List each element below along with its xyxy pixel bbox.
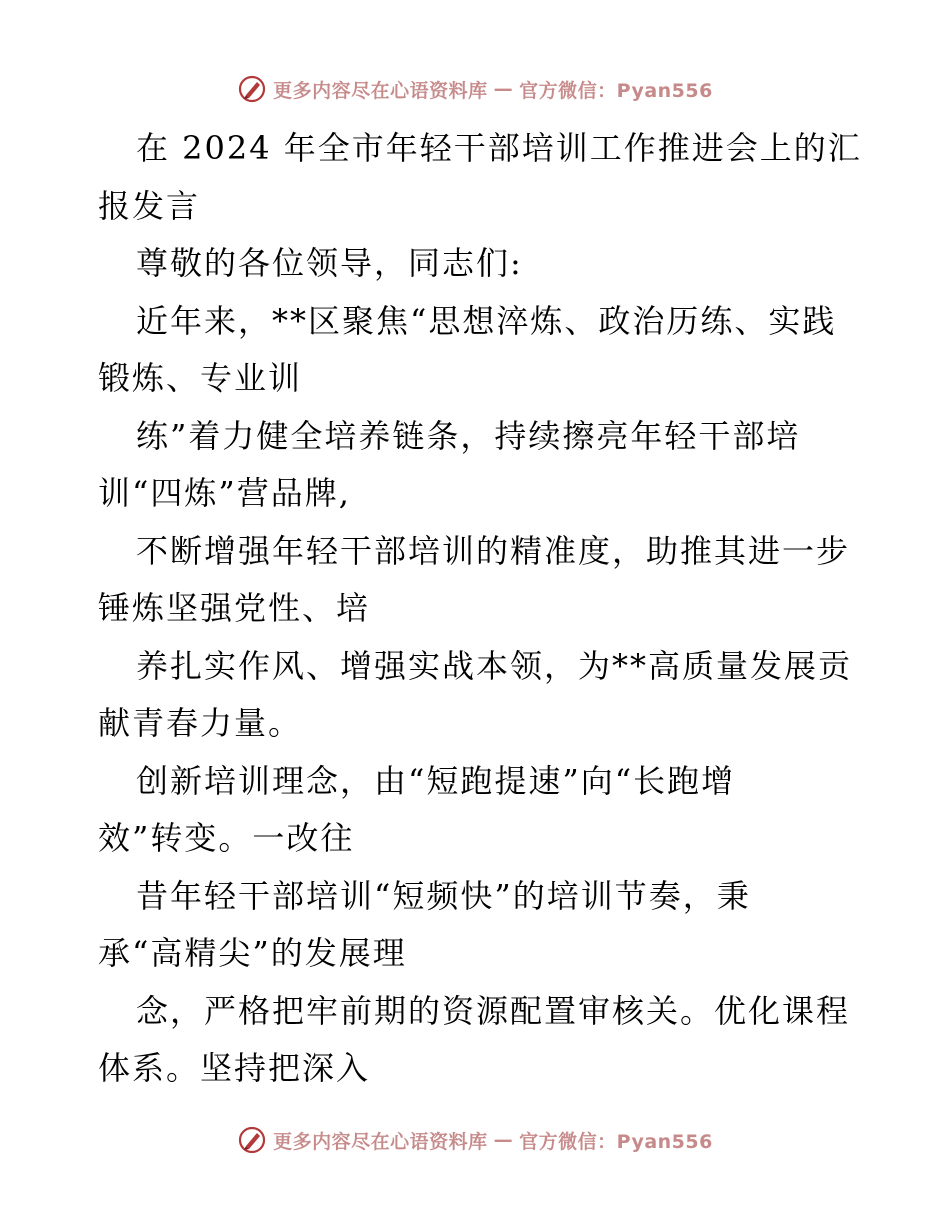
footer-watermark	[0, 1123, 950, 1157]
watermark-separator: —	[493, 1129, 514, 1151]
text-line: 创新培训理念，由“短跑提速”向“长跑增	[136, 761, 736, 800]
text-line: 效”转变。一改往	[98, 819, 355, 857]
text-line: 念，严格把牢前期的资源配置审核关。优化课程	[136, 991, 851, 1030]
text-line: 近年来，**区聚焦“思想淬炼、政治历练、实践	[136, 301, 837, 340]
text-line: 昔年轻干部培训“短频快”的培训节奏，秉	[136, 876, 751, 915]
text-line: 练”着力健全培养链条，持续擦亮年轻干部培	[136, 416, 801, 455]
text-line: 在 2024 年全市年轻干部培训工作推进会上的汇	[136, 129, 862, 167]
watermark-wechat: 官方微信：Pyan556	[519, 1130, 713, 1153]
text-line: 献青春力量。	[98, 704, 303, 742]
watermark-wechat: 官方微信：Pyan556	[519, 79, 713, 102]
watermark-separator: —	[493, 78, 514, 100]
text-line: 锤炼坚强党性、培	[98, 589, 371, 627]
header-watermark	[0, 72, 950, 106]
pen-logo-icon	[237, 74, 267, 104]
text-line: 锻炼、专业训	[98, 359, 303, 397]
text-line: 不断增强年轻干部培训的精准度，助推其进一步	[136, 531, 851, 570]
text-line: 养扎实作风、增强实战本领，为**高质量发展贡	[136, 646, 853, 685]
text-line: 尊敬的各位领导，同志们:	[136, 244, 523, 282]
watermark-brand: 更多内容尽在心语资料库	[273, 1130, 488, 1153]
text-line: 训“四炼”营品牌,	[98, 474, 351, 512]
pen-logo-icon	[237, 1125, 267, 1155]
watermark-brand: 更多内容尽在心语资料库	[273, 79, 488, 102]
document-body	[98, 120, 862, 1098]
text-line: 承“高精尖”的发展理	[98, 934, 407, 972]
text-line: 报发言	[98, 186, 201, 225]
text-line: 体系。坚持把深入	[98, 1049, 371, 1087]
